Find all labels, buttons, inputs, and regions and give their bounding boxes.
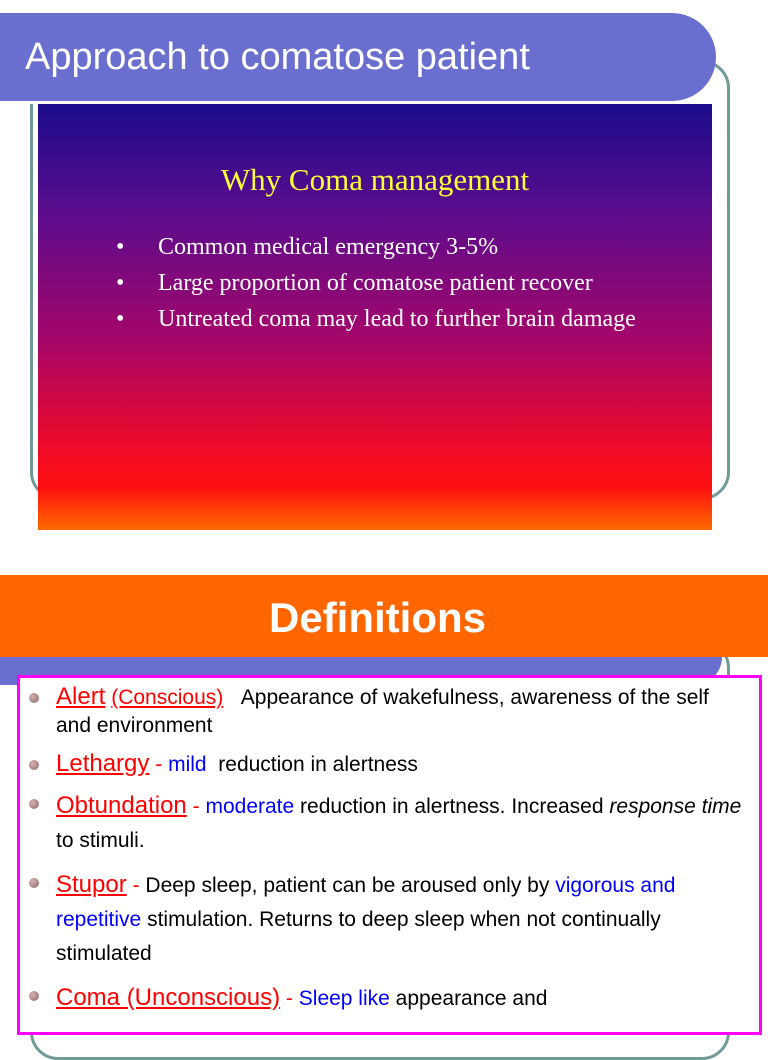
- slide1-bullet-list: [116, 232, 638, 340]
- bullet-text: Untreated coma may lead to further brain damage: [158, 306, 636, 332]
- bullet-icon: [29, 760, 39, 770]
- definition-highlight: Sleep like: [298, 987, 390, 1010]
- definition-coma: [56, 981, 746, 1016]
- term-qualifier: (Conscious): [111, 686, 224, 709]
- definition-stupor: [56, 868, 746, 971]
- slide1-embedded-slide: [38, 104, 712, 530]
- definition-text: appearance and: [395, 987, 548, 1010]
- term-obtundation: Obtundation: [56, 792, 187, 819]
- definition-text-2: to stimuli.: [56, 829, 145, 852]
- list-item: [116, 304, 638, 334]
- slide2-title: Definitions: [269, 594, 486, 641]
- bullet-text: Common medical emergency 3-5%: [158, 234, 499, 260]
- term-separator: -: [285, 987, 293, 1010]
- definition-text: Deep sleep, patient can be aroused only by: [145, 874, 550, 897]
- definition-highlight: moderate: [205, 795, 295, 818]
- definition-text-2: stimulation. Returns to deep sleep when not continually stimulated: [56, 908, 661, 965]
- bullet-icon: [29, 799, 39, 809]
- term-coma: Coma (Unconscious): [56, 984, 281, 1011]
- term-lethargy: Lethargy: [56, 750, 150, 777]
- definitions-list: [56, 683, 746, 1016]
- bullet-icon: [29, 991, 39, 1001]
- definition-text: reduction in alertness: [218, 753, 418, 776]
- list-item: [116, 232, 638, 262]
- bullet-icon: •: [116, 234, 125, 260]
- term-stupor: Stupor: [56, 871, 127, 898]
- bullet-text: Large proportion of comatose patient recover: [158, 270, 593, 296]
- definition-alert: [56, 683, 746, 740]
- definition-highlight: mild: [168, 753, 207, 776]
- slide1-title: Approach to comatose patient: [25, 36, 530, 78]
- term-separator: -: [192, 795, 200, 818]
- bullet-icon: [29, 878, 39, 888]
- slide1-embedded-title: Why Coma management: [220, 162, 530, 197]
- bullet-icon: •: [116, 270, 125, 296]
- definition-text: reduction in alertness. Increased: [300, 795, 604, 818]
- definition-lethargy: [56, 750, 746, 779]
- bullet-icon: [29, 693, 39, 703]
- definition-obtundation: [56, 789, 746, 858]
- term-alert: Alert: [56, 683, 106, 710]
- definition-highlight: vigorous and repetitive: [56, 874, 676, 931]
- definition-italic: response time: [609, 795, 742, 818]
- list-item: [116, 268, 638, 298]
- term-separator: -: [132, 874, 140, 897]
- term-separator: -: [155, 753, 163, 776]
- definition-text: Appearance of wakefulness, awareness of the self and environment: [56, 686, 709, 737]
- bullet-icon: •: [116, 306, 125, 332]
